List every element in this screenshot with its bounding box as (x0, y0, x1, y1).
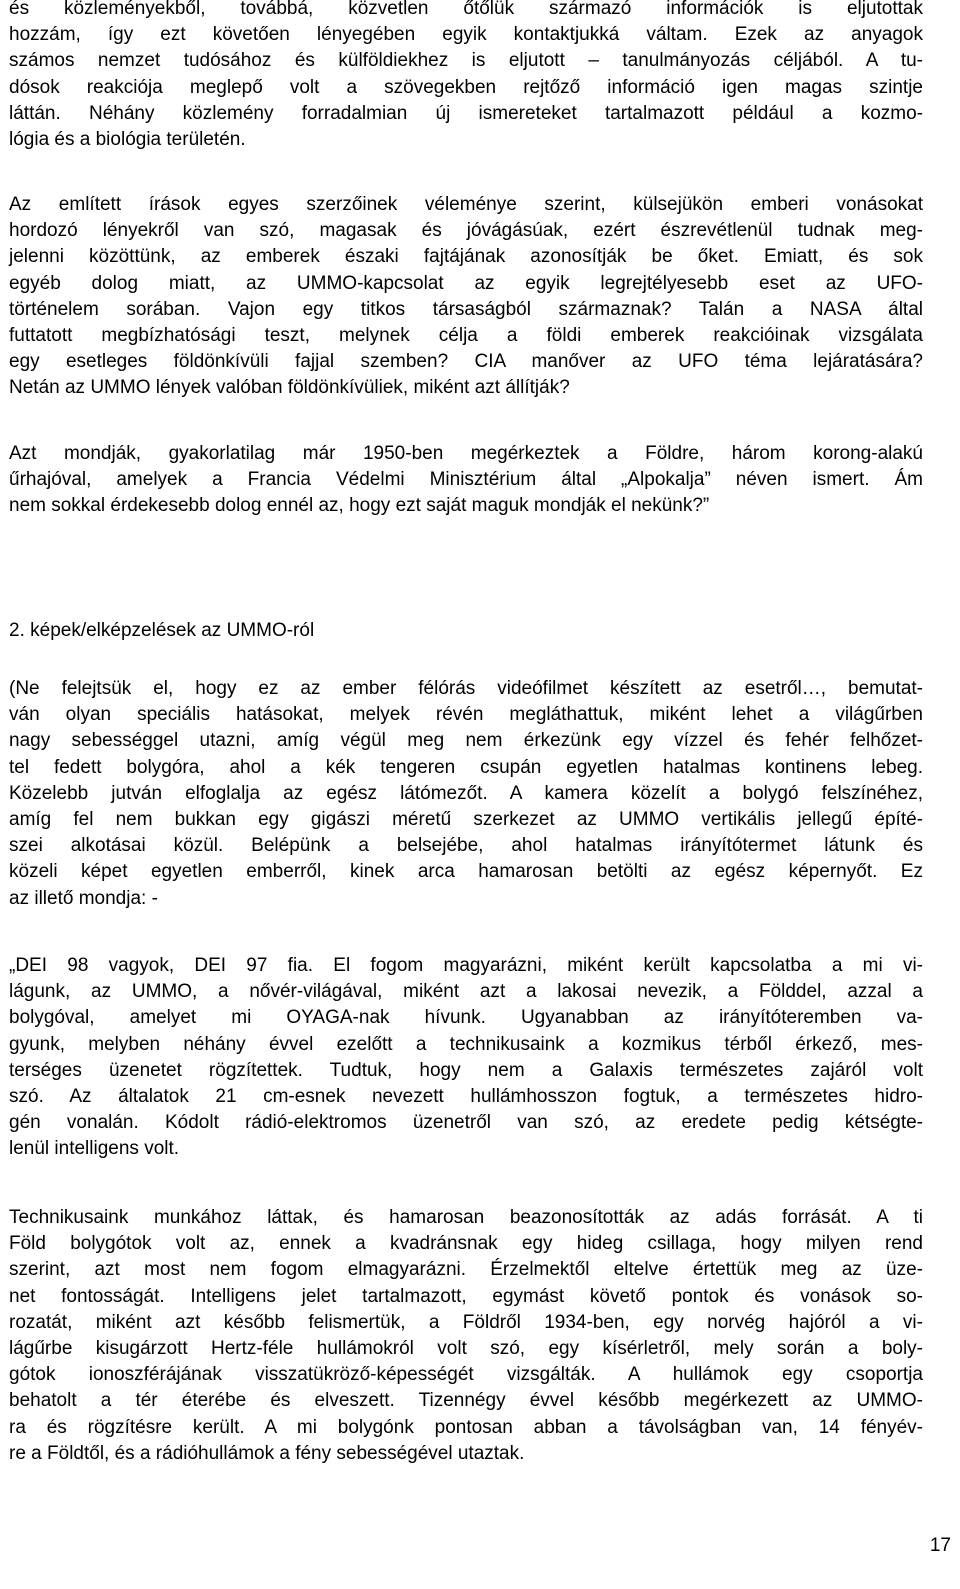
text-line: szerint, azt most nem fogom elmagyarázni. Érzelmektől eltelve értettük meg az üze- (9, 1259, 923, 1281)
text-line: lágunk, az UMMO, a nővér-világával, miként azt a lakosai nevezik, a Földdel, azzal a (9, 981, 923, 1003)
text-line: rozatát, miként azt később felismertük, a Földről 1934-ben, egy norvég hajóról a vi- (9, 1311, 923, 1333)
text-line: számos nemzet tudósához és külföldiekhez is eljutott – tanulmányozás céljából. A tu- (9, 50, 923, 72)
text-line: Technikusaink munkához láttak, és hamarosan beazonosították az adás forrását. A ti (9, 1207, 923, 1228)
text-line: ván olyan speciális hatásokat, melyek révén megláthattuk, miként lehet a világűrben (9, 704, 923, 726)
text-line: Netán az UMMO lények valóban földönkívüliek, miként azt állítják? (9, 377, 570, 399)
text-line: gén vonalán. Kódolt rádió-elektromos üzenetről van szó, az eredete pedig kétségte- (9, 1112, 923, 1134)
text-line: (Ne felejtsük el, hogy ez az ember félórás videófilmet készített az esetről…, bemutat- (9, 678, 923, 699)
text-line: közeli képet egyetlen emberről, kinek arca hamarosan betölti az egész képernyőt. Ez (9, 861, 923, 883)
paragraph-authors-opinion (9, 192, 923, 402)
text-line: szei alkotásai közül. Belépünk a belsejébe, ahol hatalmas irányítótermet látunk és (9, 835, 923, 857)
text-line: lógia és a biológia területén. (9, 129, 246, 151)
text-line: gótok ionoszférájának visszatükröző-képességét vizsgálták. A hullámok egy csoportja (9, 1364, 923, 1386)
text-line: behatolt a tér éterébe és elveszett. Tizennégy évvel később megérkezett az UMMO- (9, 1390, 923, 1412)
text-line: Föld bolygótok volt az, ennek a kvadránsnak egy hideg csillaga, hogy milyen rend (9, 1233, 923, 1255)
text-line: futtatott megbízhatósági teszt, melynek célja a földi emberek reakcióinak vizsgálata (9, 325, 923, 347)
text-line: hozzám, így ezt követően lényegében egyik kontaktjukká váltam. Ezek az anyagok (9, 24, 923, 46)
text-line: „DEI 98 vagyok, DEI 97 fia. El fogom magyarázni, miként került kapcsolatba a mi vi- (9, 955, 923, 976)
paragraph-technicians (9, 1205, 923, 1467)
text-line: szó. Az általatok 21 cm-esnek nevezett hullámhosszon fogtuk, a természetes hidro- (9, 1086, 923, 1108)
text-line: és közleményekből, továbbá, közvetlen őtőlük származó információk is eljutottak (9, 0, 923, 19)
text-line: lenül intelligens volt. (9, 1138, 180, 1160)
text-line: amíg fel nem bukkan egy gigászi méretű szerkezet az UMMO vertikális jellegű építé- (9, 809, 923, 831)
text-line: hordozó lényekről van szó, magasak és jóvágásúak, ezért észrevétlenül tudnak meg- (9, 220, 923, 242)
text-line: az illető mondja: - (9, 887, 158, 909)
text-line: Az említett írások egyes szerzőinek véleménye szerint, külsejükön emberi vonásokat (9, 194, 923, 215)
text-line: űrhajóval, amelyek a Francia Védelmi Minisztérium által „Alpokalja” néven ismert. Ám (9, 469, 923, 491)
text-line: terséges üzenetet rögzítettek. Tudtuk, hogy nem a Galaxis természetes zajáról volt (9, 1059, 923, 1081)
text-line: történelem sorában. Vajon egy titkos társaságból származnak? Talán a NASA által (9, 298, 923, 320)
text-line: tel fedett bolygóra, ahol a kék tengeren csupán egyetlen hatalmas kontinens lebeg. (9, 756, 923, 778)
paragraph-intro (9, 0, 923, 153)
text-line: egyéb dolog miatt, az UMMO-kapcsolat az egyik legrejtélyesebb eset az UFO- (9, 272, 923, 294)
page-number: 17 (929, 1535, 951, 1556)
text-line: láttán. Néhány közlemény forradalmian új ismereteket tartalmazott például a kozmo- (9, 102, 923, 124)
paragraph-dei-speech (9, 953, 923, 1163)
text-line: gyunk, melyben néhány évvel ezelőtt a technikusaink a kozmikus térből érkező, mes- (9, 1033, 923, 1055)
text-line: re a Földtől, és a rádióhullámok a fény sebességével utaztak. (9, 1442, 525, 1464)
paragraph-video-description (9, 676, 923, 912)
text-line: nem sokkal érdekesebb dolog ennél az, hogy ezt saját maguk mondják el nekünk?” (9, 495, 710, 517)
text-line: net fontosságát. Intelligens jelet tartalmazott, egymást követő pontok és vonások so- (9, 1285, 923, 1307)
section-title: 2. képek/elképzelések az UMMO-ról (9, 620, 315, 641)
text-line: nagy sebességgel utazni, amíg végül meg nem érkezünk egy vízzel és fehér felhőzet- (9, 730, 923, 752)
text-line: lágűrbe kisugárzott Hertz-féle hullámokról volt szó, egy kísérletről, mely során a boly- (9, 1338, 923, 1360)
paragraph-arrival (9, 441, 923, 520)
text-line: jelenni közöttünk, az emberek északi fajtájának azonosítják be őket. Emiatt, és sok (9, 246, 923, 268)
text-line: egy esetleges földönkívüli fajjal szemben? CIA manőver az UFO téma lejáratására? (9, 351, 923, 373)
text-line: Azt mondják, gyakorlatilag már 1950-ben megérkeztek a Földre, három korong-alakú (9, 443, 923, 464)
text-line: ra és rögzítésre került. A mi bolygónk pontosan abban a távolságban van, 14 fényév- (9, 1416, 923, 1438)
text-line: Közelebb jutván elfoglalja az egész látómezőt. A kamera közelít a bolygó felszínéhez, (9, 782, 923, 804)
text-line: dósok reakciója meglepő volt a szövegekben rejtőző információ igen magas szintje (9, 76, 923, 98)
section-heading (9, 618, 923, 644)
text-line: bolygóval, amelyet mi OYAGA-nak hívunk. Ugyanabban az irányítóteremben va- (9, 1007, 923, 1029)
